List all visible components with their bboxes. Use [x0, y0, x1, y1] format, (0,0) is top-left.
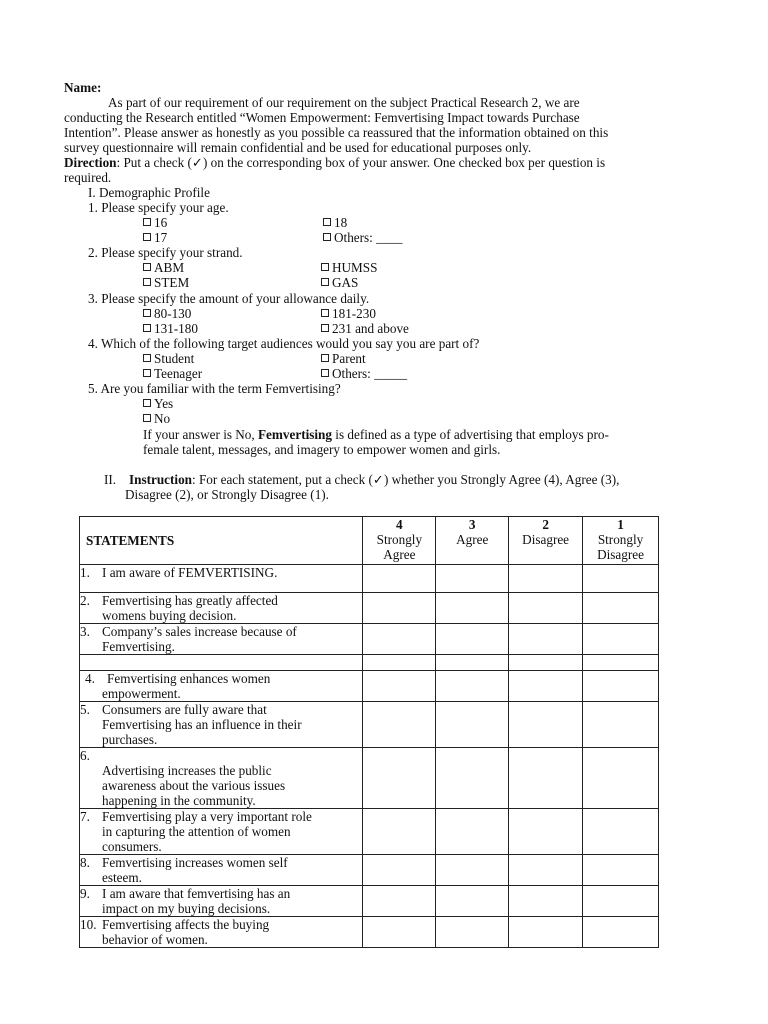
rating-cell[interactable]: [436, 748, 509, 809]
rating-cell[interactable]: [436, 917, 509, 948]
statement-cell: [80, 655, 363, 671]
checkbox[interactable]: [143, 399, 151, 407]
checkbox[interactable]: [321, 263, 329, 271]
checkbox[interactable]: [321, 324, 329, 332]
rating-cell[interactable]: [363, 855, 436, 886]
statement-text: Femvertising affects the buying: [102, 917, 270, 932]
rating-cell[interactable]: [436, 655, 509, 671]
checkbox[interactable]: [143, 369, 151, 377]
rating-cell[interactable]: [509, 702, 583, 748]
statement-text: awareness about the various issues: [102, 778, 286, 793]
intro-line-4: survey questionnaire will remain confidential and be used for educational purposes only.: [64, 140, 532, 155]
rating-cell[interactable]: [436, 809, 509, 855]
rating-cell[interactable]: [583, 917, 659, 948]
rating-cell[interactable]: [583, 702, 659, 748]
instruction-label: Instruction: [129, 472, 193, 487]
table-row: [80, 565, 659, 593]
checkbox[interactable]: [323, 218, 331, 226]
statement-text: Consumers are fully aware that: [102, 702, 267, 717]
rating-cell[interactable]: [583, 655, 659, 671]
q1-option-16[interactable]: 16: [143, 215, 167, 230]
rating-cell[interactable]: [363, 809, 436, 855]
statement-number: 9.: [80, 886, 90, 901]
column-header-1: 1 Strongly Disagree: [583, 517, 659, 565]
intro-line-3: Intention”. Please answer as honestly as you possible ca reassured that the information obtained on this: [64, 125, 609, 140]
table-row: [80, 671, 659, 702]
intro-line-2: conducting the Research entitled “Women Empowerment: Femvertising Impact towards Purchase: [64, 110, 580, 125]
table-row: [80, 748, 659, 809]
rating-cell[interactable]: [436, 702, 509, 748]
table-row: [80, 886, 659, 917]
statement-cell: [80, 917, 363, 948]
instruction-text: : For each statement, put a check (✓) whether you Strongly Agree (4), Agree (3),: [192, 472, 620, 487]
q3-text: 3. Please specify the amount of your allowance daily.: [88, 291, 370, 306]
rating-cell[interactable]: [363, 886, 436, 917]
statement-text: Femvertising increases women self: [102, 855, 288, 870]
checkbox[interactable]: [321, 369, 329, 377]
table-body: [80, 565, 659, 948]
rating-cell[interactable]: [583, 593, 659, 624]
column-header-4: 4 Strongly Agree: [363, 517, 436, 565]
statement-text: Company’s sales increase because of: [102, 624, 297, 639]
statement-number: 1.: [80, 565, 90, 580]
rating-cell[interactable]: [509, 565, 583, 593]
q4-option-others[interactable]: Others: _____: [321, 366, 407, 381]
statement-cell: [80, 671, 363, 702]
rating-cell[interactable]: [436, 855, 509, 886]
statement-cell: [80, 624, 363, 655]
column-header-3: 3 Agree: [436, 517, 509, 565]
column-header-2: 2 Disagree: [509, 517, 583, 565]
rating-cell[interactable]: [363, 593, 436, 624]
rating-cell[interactable]: [509, 855, 583, 886]
name-label: Name:: [64, 80, 102, 95]
statement-number: 2.: [80, 593, 90, 608]
q5-note: If your answer is No, Femvertising is defined as a type of advertising that employs pro-: [143, 427, 609, 442]
direction-line-2: required.: [64, 170, 112, 185]
statement-number: 4.: [85, 671, 95, 686]
statement-number: 10.: [80, 917, 97, 932]
direction-text: : Put a check (✓) on the corresponding box of your answer. One checked box per question is: [116, 155, 606, 170]
q5-text: 5. Are you familiar with the term Femvertising?: [88, 381, 341, 396]
rating-cell[interactable]: [509, 917, 583, 948]
statement-text: Femvertising play a very important role: [102, 809, 312, 824]
part2-numeral: II.: [104, 472, 117, 487]
statement-cell: [80, 855, 363, 886]
table-row: [80, 655, 659, 671]
q4-option-student[interactable]: Student: [143, 351, 194, 366]
rating-cell[interactable]: [436, 624, 509, 655]
table-row: [80, 855, 659, 886]
checkbox[interactable]: [143, 278, 151, 286]
statements-header: STATEMENTS: [80, 517, 363, 565]
statement-text: Femvertising enhances women: [107, 671, 271, 686]
part2-instruction: [129, 472, 619, 487]
rating-cell[interactable]: [509, 886, 583, 917]
q3-option-131-180[interactable]: 131-180: [143, 321, 198, 336]
rating-cell[interactable]: [509, 748, 583, 809]
statement-number: 8.: [80, 855, 90, 870]
rating-cell[interactable]: [363, 655, 436, 671]
q1-option-17[interactable]: 17: [143, 230, 167, 245]
statement-text: Femvertising has greatly affected: [102, 593, 278, 608]
q2-option-gas[interactable]: GAS: [321, 275, 358, 290]
q5-option-yes[interactable]: Yes: [143, 396, 173, 411]
rating-cell[interactable]: [583, 748, 659, 809]
q4-option-teenager[interactable]: Teenager: [143, 366, 202, 381]
q4-option-parent[interactable]: Parent: [321, 351, 366, 366]
statement-text: Femvertising.: [102, 639, 175, 654]
table-row: [80, 809, 659, 855]
statement-text: I am aware of FEMVERTISING.: [102, 565, 278, 580]
rating-cell[interactable]: [509, 671, 583, 702]
statement-text: Femvertising has an influence in their: [102, 717, 302, 732]
q2-option-humss[interactable]: HUMSS: [321, 260, 377, 275]
statement-cell: [80, 748, 363, 809]
statement-cell: [80, 702, 363, 748]
statement-text: in capturing the attention of women: [102, 824, 291, 839]
table-row: [80, 624, 659, 655]
likert-table: [79, 516, 659, 948]
q2-option-abm[interactable]: ABM: [143, 260, 184, 275]
statement-text: womens buying decision.: [102, 608, 237, 623]
q3-option-181-230[interactable]: 181-230: [321, 306, 376, 321]
rating-cell[interactable]: [436, 886, 509, 917]
statement-number: 6.: [80, 748, 90, 763]
q5-option-no[interactable]: No: [143, 411, 170, 426]
statement-text: I am aware that femvertising has an: [102, 886, 291, 901]
checkbox[interactable]: [143, 324, 151, 332]
statement-cell: [80, 886, 363, 917]
part2-instruction-line-2: Disagree (2), or Strongly Disagree (1).: [125, 487, 329, 502]
statement-text: consumers.: [102, 839, 162, 854]
q1-text: 1. Please specify your age.: [88, 200, 229, 215]
rating-cell[interactable]: [436, 671, 509, 702]
statement-text: esteem.: [102, 870, 142, 885]
q5-note-line-2: female talent, messages, and imagery to empower women and girls.: [143, 442, 501, 457]
checkbox[interactable]: [143, 414, 151, 422]
statement-cell: [80, 593, 363, 624]
q3-option-80-130[interactable]: 80-130: [143, 306, 191, 321]
q4-text: 4. Which of the following target audiences would you say you are part of?: [88, 336, 480, 351]
statement-text: happening in the community.: [102, 793, 256, 808]
statement-text: purchases.: [102, 732, 158, 747]
q1-option-others[interactable]: Others: ____: [323, 230, 403, 245]
rating-cell[interactable]: [583, 886, 659, 917]
intro-line-1: As part of our requirement of our requirement on the subject Practical Research 2, we are: [108, 95, 580, 110]
rating-cell[interactable]: [363, 748, 436, 809]
rating-cell[interactable]: [363, 565, 436, 593]
q2-text: 2. Please specify your strand.: [88, 245, 243, 260]
statement-number: 5.: [80, 702, 90, 717]
table-row: [80, 702, 659, 748]
table-row: [80, 593, 659, 624]
rating-cell[interactable]: [509, 655, 583, 671]
rating-cell[interactable]: [583, 624, 659, 655]
q1-option-18[interactable]: 18: [323, 215, 347, 230]
statement-text: Advertising increases the public: [102, 763, 272, 778]
checkbox[interactable]: [143, 263, 151, 271]
checkbox[interactable]: [321, 309, 329, 317]
rating-cell[interactable]: [509, 809, 583, 855]
femvertising-term: Femvertising: [258, 427, 332, 442]
part1-heading: I. Demographic Profile: [88, 185, 210, 200]
direction-label: Direction: [64, 155, 117, 170]
rating-cell[interactable]: [363, 671, 436, 702]
statement-text: empowerment.: [102, 686, 181, 701]
statement-cell: [80, 809, 363, 855]
checkbox[interactable]: [143, 354, 151, 362]
table-header-row: [80, 517, 659, 565]
checkbox[interactable]: [321, 354, 329, 362]
checkbox[interactable]: [143, 233, 151, 241]
checkbox[interactable]: [323, 233, 331, 241]
checkbox[interactable]: [143, 218, 151, 226]
statement-text: impact on my buying decisions.: [102, 901, 271, 916]
rating-cell[interactable]: [509, 624, 583, 655]
statement-number: 3.: [80, 624, 90, 639]
statement-cell: [80, 565, 363, 593]
table-row: [80, 917, 659, 948]
rating-cell[interactable]: [363, 624, 436, 655]
q3-option-231-above[interactable]: 231 and above: [321, 321, 409, 336]
rating-cell[interactable]: [583, 671, 659, 702]
rating-cell[interactable]: [509, 593, 583, 624]
direction-line: [64, 155, 605, 170]
rating-cell[interactable]: [583, 809, 659, 855]
rating-cell[interactable]: [583, 565, 659, 593]
rating-cell[interactable]: [363, 702, 436, 748]
rating-cell[interactable]: [436, 565, 509, 593]
statement-text: behavior of women.: [102, 932, 208, 947]
q2-option-stem[interactable]: STEM: [143, 275, 189, 290]
statement-number: 7.: [80, 809, 90, 824]
rating-cell[interactable]: [436, 593, 509, 624]
checkbox[interactable]: [321, 278, 329, 286]
checkbox[interactable]: [143, 309, 151, 317]
rating-cell[interactable]: [363, 917, 436, 948]
rating-cell[interactable]: [583, 855, 659, 886]
